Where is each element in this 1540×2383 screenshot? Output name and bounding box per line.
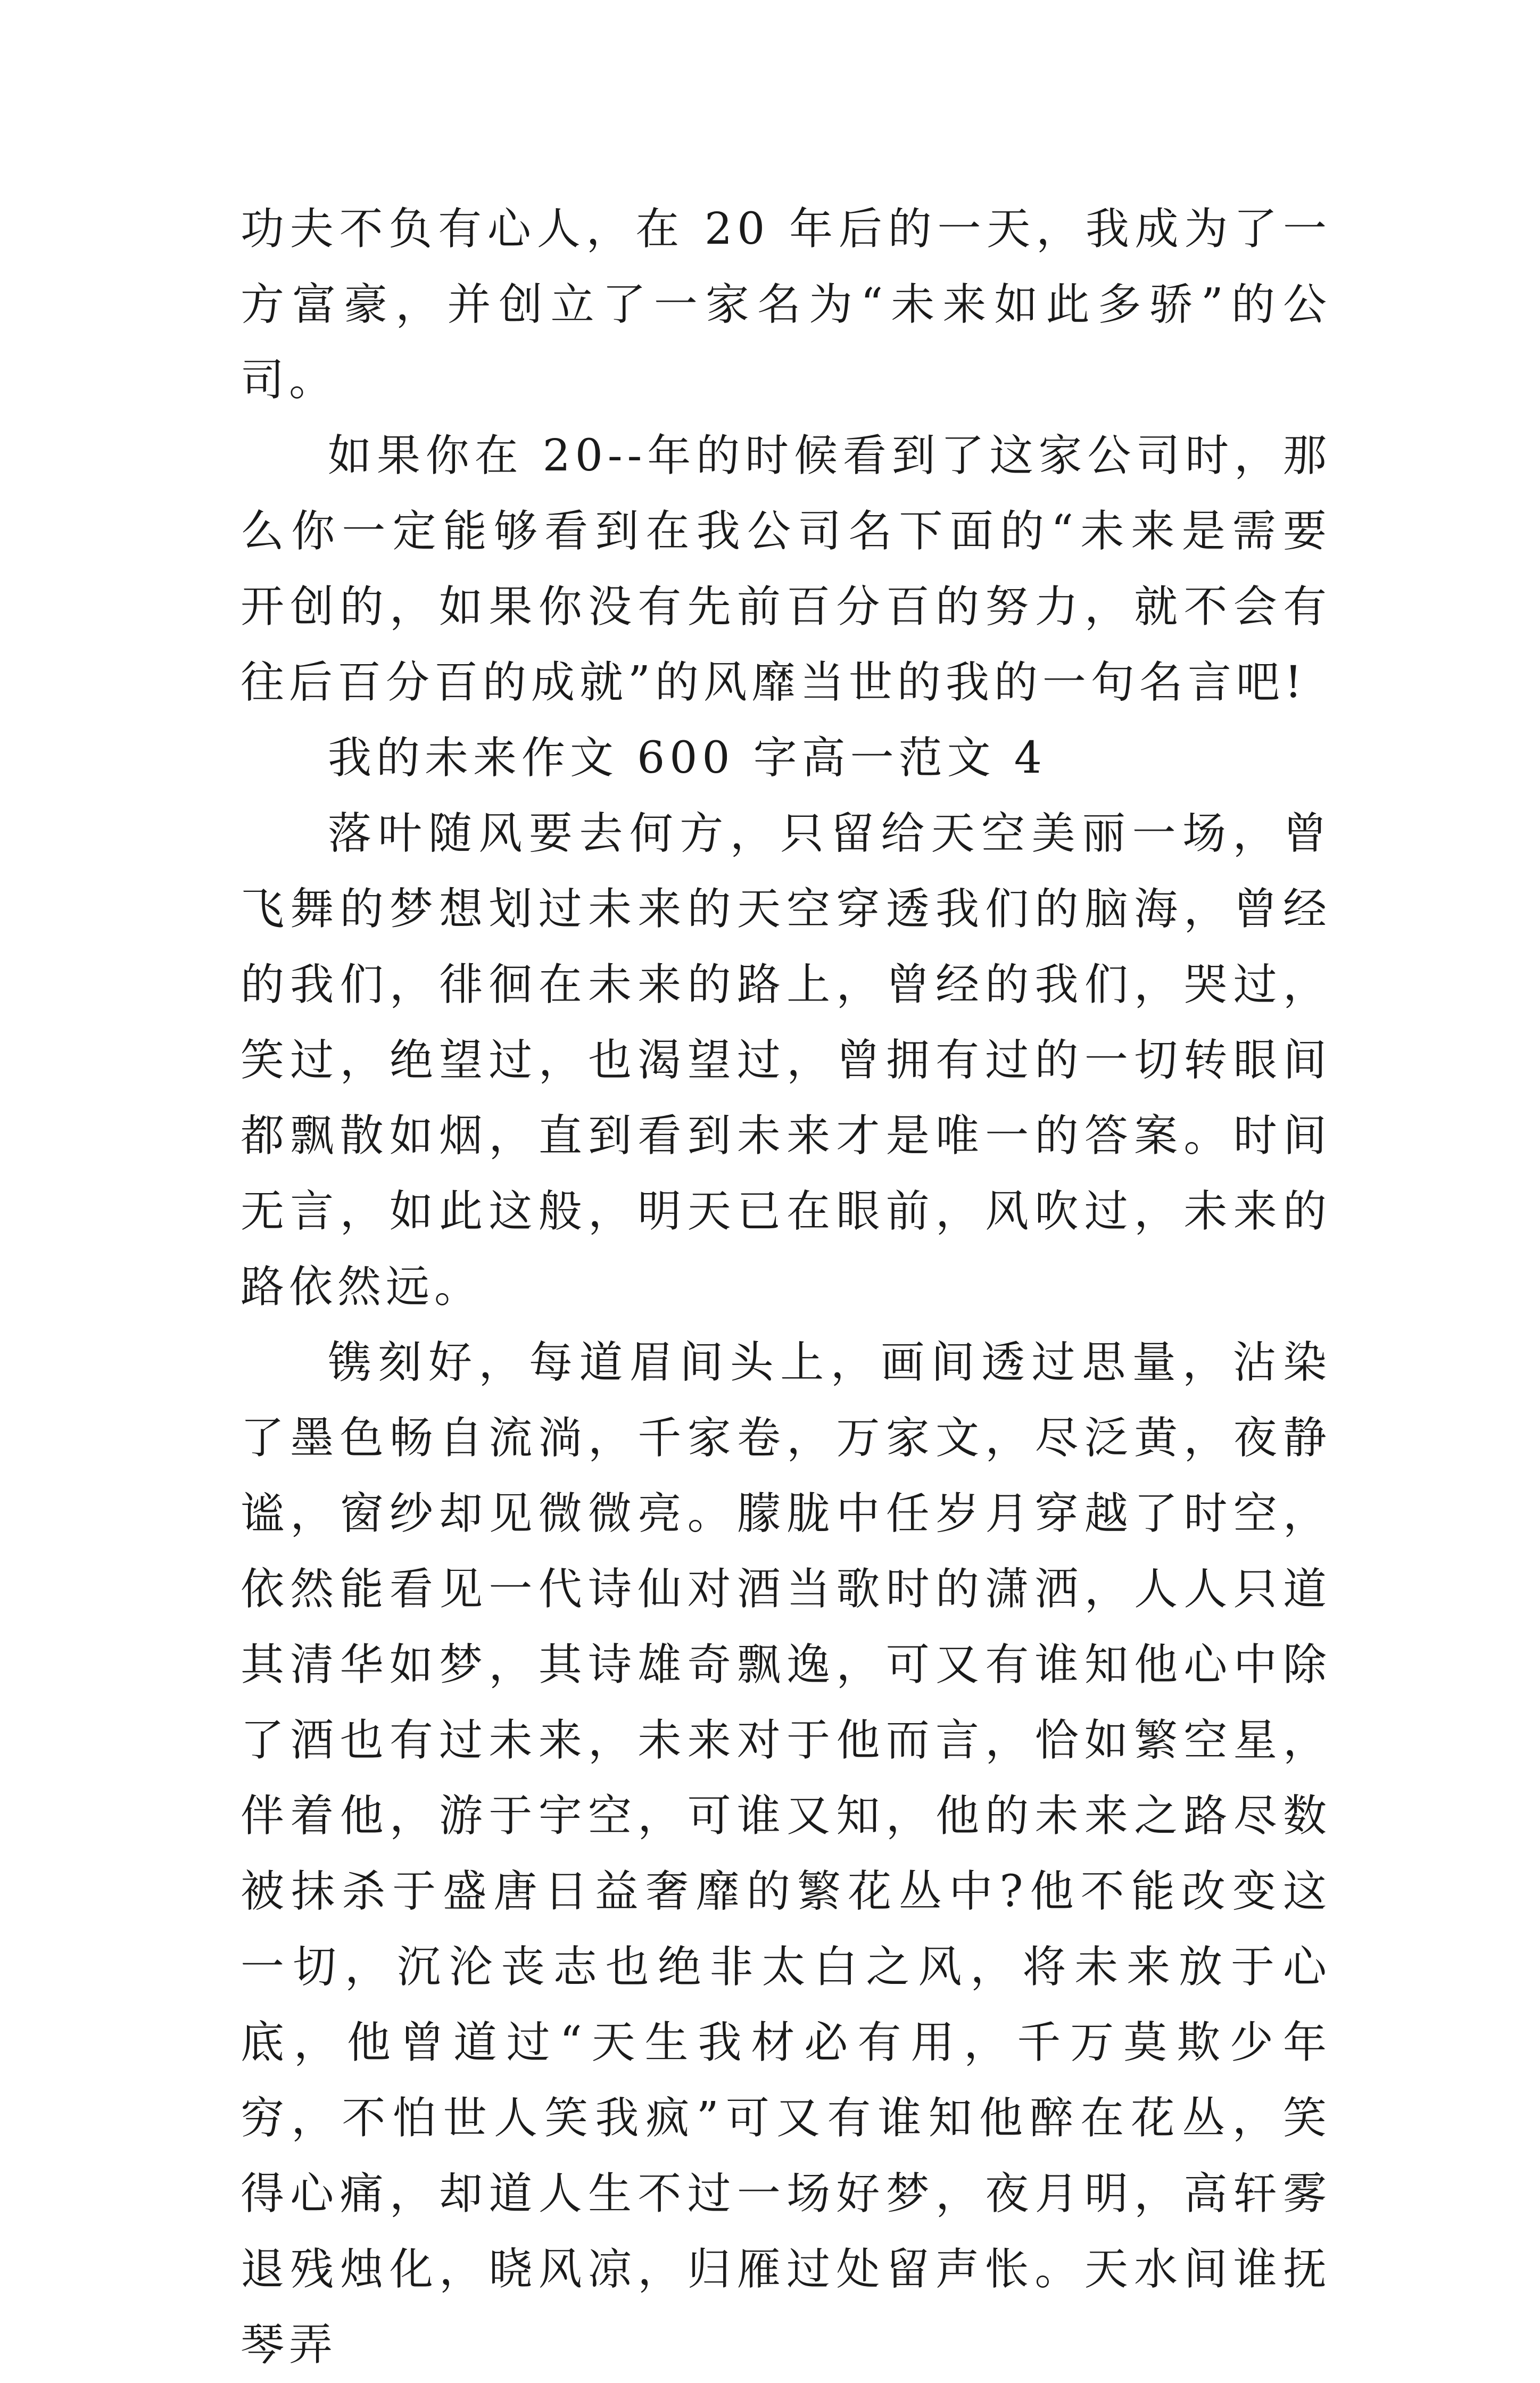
paragraph-1: 功夫不负有心人，在 20 年后的一天，我成为了一方富豪，并创立了一家名为“未来如此多骄”的公司。	[241, 204, 1331, 406]
paragraph-4: 镌刻好，每道眉间头上，画间透过思量，沾染了墨色畅自流淌，千家卷，万家文，尽泛黄，夜静谧，窗纱却见微微亮。朦胧中任岁月穿越了时空，依然能看见一代诗仙对酒当歌时的潇洒，人人只道其清华如梦，其诗雄奇飘逸，可又有谁知他心中除了酒也有过未来，未来对于他而言，恰如繁空星，伴着他，游于宇空，可谁又知，他的未来之路尽数被抹杀于盛唐日益奢靡的繁花丛中?他不能改变这一切，沉沦丧志也绝非太白之风，将未来放于心底，他曾道过“天生我材必有用，千万莫欺少年穷，不怕世人笑我疯”可又有谁知他醉在花丛，笑得心痛，却道人生不过一场好梦，夜月明，高轩雾退残烛化，晓风凉，归雁过处留声怅。天水间谁抚琴弄	[241, 1337, 1331, 2370]
section-heading: 我的未来作文 600 字高一范文 4	[328, 733, 1047, 783]
document-body	[241, 192, 1331, 2383]
paragraph-3: 落叶随风要去何方，只留给天空美丽一场，曾飞舞的梦想划过未来的天空穿透我们的脑海，曾经的我们，徘徊在未来的路上，曾经的我们，哭过，笑过，绝望过，也渴望过，曾拥有过的一切转眼间都飘散如烟，直到看到未来才是唯一的答案。时间无言，如此这般，明天已在眼前，风吹过，未来的路依然远。	[241, 808, 1331, 1312]
paragraph-2: 如果你在 20--年的时候看到了这家公司时，那么你一定能够看到在我公司名下面的“未来是需要开创的，如果你没有先前百分百的努力，就不会有往后百分百的成就”的风靡当世的我的一句名言吧!	[241, 431, 1331, 708]
